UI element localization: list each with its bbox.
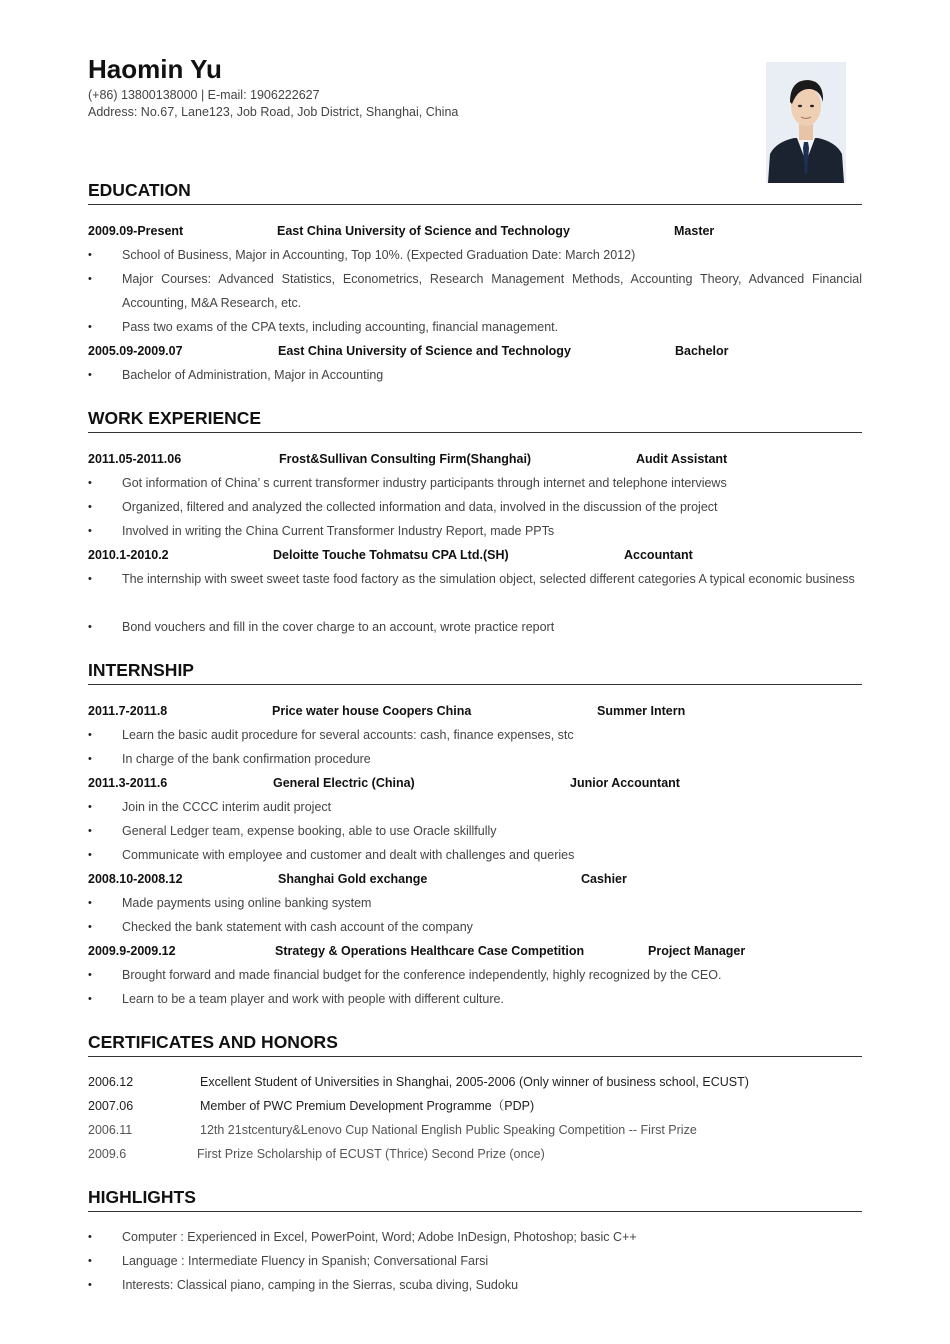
list-item: • Major Courses: Advanced Statistics, Econometrics, Research Management Methods, Accounting Theory, Advanced Financial Accounting, M&A Research, etc. bbox=[88, 267, 862, 315]
entry-date: 2009.9-2009.12 bbox=[88, 944, 176, 958]
entry-role: Project Manager bbox=[648, 944, 746, 958]
entry-date: 2011.7-2011.8 bbox=[88, 704, 168, 718]
internship-entry-4-header bbox=[88, 939, 862, 963]
education-section bbox=[88, 178, 862, 205]
list-item: • Involved in writing the China Current Transformer Industry Report, made PPTs bbox=[88, 519, 862, 543]
entry-org: Shanghai Gold exchange bbox=[278, 872, 428, 886]
certificate-text: Excellent Student of Universities in Shanghai, 2005-2006 (Only winner of business school, ECUST) bbox=[200, 1075, 749, 1089]
bullet-icon: • bbox=[88, 249, 92, 261]
internship-section bbox=[88, 658, 862, 685]
bullet-icon: • bbox=[88, 321, 92, 333]
list-item: • Interests: Classical piano, camping in the Sierras, scuba diving, Sudoku bbox=[88, 1273, 862, 1297]
certificate-text: 12th 21stcentury&Lenovo Cup National English Public Speaking Competition -- First Prize bbox=[200, 1123, 697, 1137]
list-item: • Bond vouchers and fill in the cover charge to an account, wrote practice report bbox=[88, 615, 862, 639]
list-item: • Got information of China’ s current transformer industry participants through internet and telephone interviews bbox=[88, 471, 862, 495]
entry-org: Price water house Coopers China bbox=[272, 704, 472, 718]
bullet-icon: • bbox=[88, 753, 92, 765]
bullet-icon: • bbox=[88, 621, 92, 633]
internship-entry-3-header bbox=[88, 867, 862, 891]
list-item: • In charge of the bank confirmation procedure bbox=[88, 747, 862, 771]
certificate-date: 2006.11 bbox=[88, 1123, 133, 1137]
work-experience-section bbox=[88, 406, 862, 433]
entry-role: Bachelor bbox=[675, 344, 729, 358]
entry-role: Junior Accountant bbox=[570, 776, 680, 790]
list-item: • General Ledger team, expense booking, able to use Oracle skillfully bbox=[88, 819, 862, 843]
certificate-row bbox=[88, 1070, 862, 1094]
entry-org: Deloitte Touche Tohmatsu CPA Ltd.(SH) bbox=[273, 548, 509, 562]
entry-role: Cashier bbox=[581, 872, 627, 886]
certificate-row bbox=[88, 1118, 862, 1142]
list-item: • Checked the bank statement with cash account of the company bbox=[88, 915, 862, 939]
portrait-photo bbox=[766, 62, 846, 183]
entry-org: Strategy & Operations Healthcare Case Competition bbox=[275, 944, 585, 958]
bullet-icon: • bbox=[88, 801, 92, 813]
entry-date: 2010.1-2010.2 bbox=[88, 548, 169, 562]
list-item: • Join in the CCCC interim audit project bbox=[88, 795, 862, 819]
education-entry-2-header bbox=[88, 339, 862, 363]
list-item: • Learn the basic audit procedure for several accounts: cash, finance expenses, stc bbox=[88, 723, 862, 747]
section-title: HIGHLIGHTS bbox=[88, 1185, 862, 1212]
entry-org: East China University of Science and Technology bbox=[277, 224, 570, 238]
entry-date: 2011.05-2011.06 bbox=[88, 452, 182, 466]
certificate-text: First Prize Scholarship of ECUST (Thrice) Second Prize (once) bbox=[197, 1147, 545, 1161]
certificate-date: 2009.6 bbox=[88, 1147, 127, 1161]
entry-role: Master bbox=[674, 224, 715, 238]
contact-line: (+86) 13800138000 | E-mail: 1906222627 bbox=[88, 88, 320, 102]
list-item: • Pass two exams of the CPA texts, including accounting, financial management. bbox=[88, 315, 862, 339]
bullet-icon: • bbox=[88, 525, 92, 537]
bullet-icon: • bbox=[88, 273, 92, 285]
entry-role: Summer Intern bbox=[597, 704, 686, 718]
certificate-row bbox=[88, 1094, 862, 1118]
entry-role: Audit Assistant bbox=[636, 452, 728, 466]
bullet-icon: • bbox=[88, 369, 92, 381]
bullet-icon: • bbox=[88, 1279, 92, 1291]
entry-date: 2011.3-2011.6 bbox=[88, 776, 168, 790]
bullet-icon: • bbox=[88, 825, 92, 837]
work-entry-1-header bbox=[88, 447, 862, 471]
entry-date: 2005.09-2009.07 bbox=[88, 344, 183, 358]
internship-entry-1-header bbox=[88, 699, 862, 723]
list-item: • Communicate with employee and customer and dealt with challenges and queries bbox=[88, 843, 862, 867]
address-line: Address: No.67, Lane123, Job Road, Job District, Shanghai, China bbox=[88, 105, 459, 119]
bullet-icon: • bbox=[88, 477, 92, 489]
bullet-icon: • bbox=[88, 897, 92, 909]
entry-org: Frost&Sullivan Consulting Firm(Shanghai) bbox=[279, 452, 532, 466]
bullet-icon: • bbox=[88, 1255, 92, 1267]
list-item: • Made payments using online banking system bbox=[88, 891, 862, 915]
bullet-icon: • bbox=[88, 921, 92, 933]
entry-date: 2009.09-Present bbox=[88, 224, 184, 238]
bullet-icon: • bbox=[88, 1231, 92, 1243]
list-item: • The internship with sweet sweet taste food factory as the simulation object, selected different categories A typical economic business bbox=[88, 567, 862, 615]
internship-entry-2-header bbox=[88, 771, 862, 795]
certificate-text: Member of PWC Premium Development Programme（PDP) bbox=[200, 1099, 535, 1113]
certificate-row bbox=[88, 1142, 862, 1166]
bullet-icon: • bbox=[88, 969, 92, 981]
section-title: EDUCATION bbox=[88, 178, 862, 205]
bullet-icon: • bbox=[88, 501, 92, 513]
list-item: • Brought forward and made financial budget for the conference independently, highly recognized by the CEO. bbox=[88, 963, 862, 987]
section-title: INTERNSHIP bbox=[88, 658, 862, 685]
certificate-date: 2006.12 bbox=[88, 1075, 134, 1089]
entry-org: General Electric (China) bbox=[273, 776, 415, 790]
section-title: CERTIFICATES AND HONORS bbox=[88, 1030, 862, 1057]
bullet-icon: • bbox=[88, 849, 92, 861]
list-item: • School of Business, Major in Accounting, Top 10%. (Expected Graduation Date: March 2012) bbox=[88, 243, 862, 267]
bullet-icon: • bbox=[88, 573, 92, 585]
highlights-section bbox=[88, 1185, 862, 1212]
bullet-icon: • bbox=[88, 729, 92, 741]
candidate-name: Haomin Yu bbox=[88, 54, 222, 84]
certificate-date: 2007.06 bbox=[88, 1099, 134, 1113]
entry-date: 2008.10-2008.12 bbox=[88, 872, 183, 886]
work-entry-2-header bbox=[88, 543, 862, 567]
entry-role: Accountant bbox=[624, 548, 693, 562]
list-item: • Bachelor of Administration, Major in Accounting bbox=[88, 363, 862, 387]
entry-org: East China University of Science and Technology bbox=[278, 344, 571, 358]
education-entry-1-header bbox=[88, 219, 862, 243]
list-item: • Computer : Experienced in Excel, PowerPoint, Word; Adobe InDesign, Photoshop; basic C++ bbox=[88, 1225, 862, 1249]
bullet-icon: • bbox=[88, 993, 92, 1005]
list-item: • Organized, filtered and analyzed the collected information and data, involved in the discussion of the project bbox=[88, 495, 862, 519]
certificates-section bbox=[88, 1030, 862, 1057]
list-item: • Language : Intermediate Fluency in Spanish; Conversational Farsi bbox=[88, 1249, 862, 1273]
section-title: WORK EXPERIENCE bbox=[88, 406, 862, 433]
list-item: • Learn to be a team player and work with people with different culture. bbox=[88, 987, 862, 1011]
